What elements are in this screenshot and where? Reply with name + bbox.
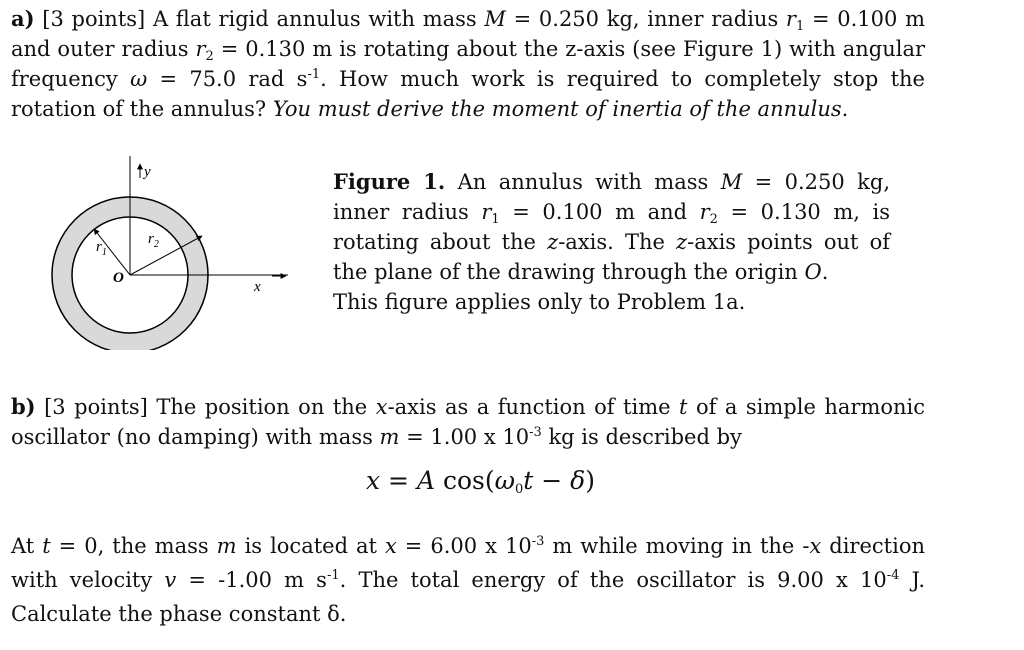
annulus-figure xyxy=(40,150,300,350)
conditions-line-1: At t = 0, the mass m is located at x = 6.00 x $10^{-3}$ m while moving in the -x direction xyxy=(11,534,925,558)
y-axis-label: y xyxy=(144,164,151,180)
origin-label: O xyxy=(113,270,124,286)
r2-label: $r_2$ xyxy=(148,231,159,250)
r1-label: $r_1$ xyxy=(96,239,107,258)
part-a-line-3: frequency ω = 75.0 rad $s^{-1}$. How much work is required to completely stop the xyxy=(11,67,925,91)
caption-line-4: the plane of the drawing through the origin O. xyxy=(333,260,829,284)
part-a-text xyxy=(11,4,925,124)
conditions-line-2: with velocity v = -1.00 m $s^{-1}$. The total energy of the oscillator is 9.00 x $10^{-4}$ J. xyxy=(11,568,926,592)
part-b-line-2: oscillator (no damping) with mass m = 1.00 x $10^{-3}$ kg is described by xyxy=(11,425,742,449)
x-axis-label: x xyxy=(254,279,261,295)
caption-line-1: Figure 1. An annulus with mass M = 0.250 kg, xyxy=(333,169,890,194)
part-b-conditions xyxy=(11,529,925,631)
part-a-line-4: rotation of the annulus? You must derive the moment of inertia of the annulus. xyxy=(11,97,849,121)
caption-line-2: inner radius $r_1 = 0.100$ m and $r_2 = 0.130$ m, is xyxy=(333,200,890,227)
figure-caption xyxy=(333,167,890,317)
conditions-line-3: Calculate the phase constant δ. xyxy=(11,602,347,626)
caption-line-3: rotating about the z-axis. The z-axis points out of xyxy=(333,230,891,254)
part-a-line-1: a) [3 points] A flat rigid annulus with mass M = 0.250 kg, inner radius $r_1 = 0.100$ m xyxy=(11,6,925,34)
shm-equation: x = A $\cos(\omega_0t - \delta)$ xyxy=(366,466,595,497)
part-b-line-1: b) [3 points] The position on the x-axis as a function of time t of a simple harmonic xyxy=(11,394,925,419)
caption-line-5: This figure applies only to Problem 1a. xyxy=(333,290,746,314)
part-a-line-2: and outer radius $r_2 = 0.130$ m is rotating about the z-axis (see Figure 1) with angular xyxy=(11,37,926,64)
part-b-text xyxy=(11,392,925,452)
